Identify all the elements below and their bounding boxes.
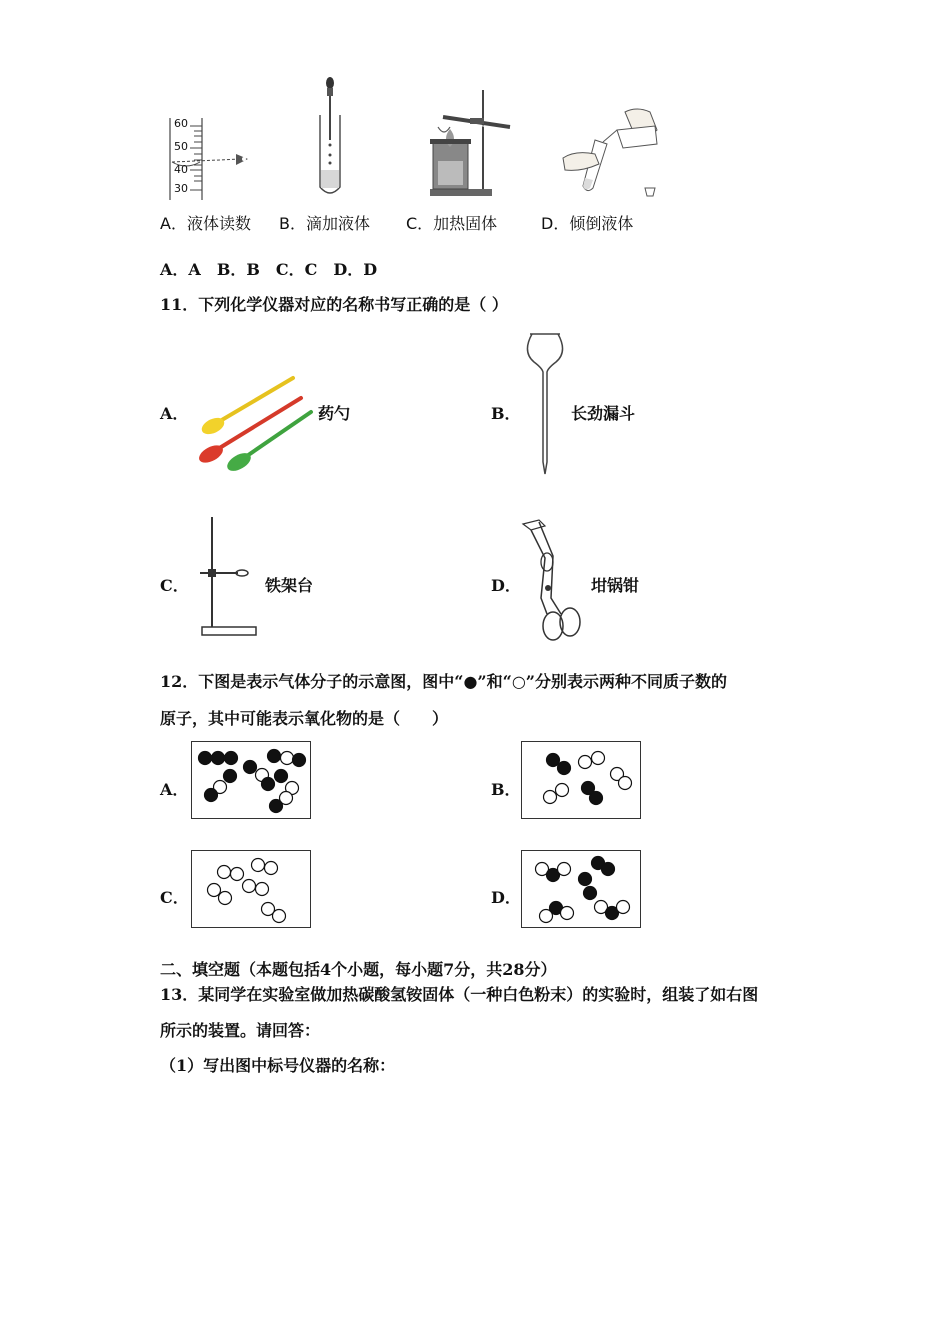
section-2-heading: 二、填空题（本题包括4个小题，每小题7分，共28分）: [160, 960, 557, 979]
q12-option-c-label: C．: [160, 888, 189, 907]
q10-caption-d: D．倾倒液体: [541, 214, 634, 233]
q12-option-a-label: A．: [160, 780, 189, 799]
heating-solid-apparatus-image: [428, 85, 518, 200]
cylinder-mark-50: 50: [174, 140, 188, 153]
molecule-box-a: [191, 741, 311, 819]
q11-option-c-name: 铁架台: [265, 576, 314, 595]
q10-caption-c: C．加热固体: [406, 214, 498, 233]
molecule-diagram-c: [192, 851, 310, 927]
molecule-diagram-d: [522, 851, 640, 927]
crucible-tongs-image: [515, 518, 590, 643]
q11-option-a-name: 药勺: [318, 404, 351, 423]
dropper-test-tube-image: [310, 75, 350, 205]
q12-stem-line-2: 原子，其中可能表示氧化物的是（ ）: [160, 709, 449, 728]
q11-option-b-name: 长劲漏斗: [571, 404, 636, 423]
molecule-diagram-b: [522, 742, 640, 818]
pouring-liquid-image: [555, 100, 670, 200]
molecule-box-d: [521, 850, 641, 928]
molecule-box-b: [521, 741, 641, 819]
q10-caption-b: B．滴加液体: [279, 214, 370, 233]
q11-option-b-label: B．: [491, 404, 521, 423]
q12-stem-line-1: 12．下图是表示气体分子的示意图，图中“●”和“○”分别表示两种不同质子数的: [160, 672, 728, 691]
q10-answer-options: A．A B．B C．C D．D: [160, 260, 378, 279]
molecule-diagram-a: [192, 742, 310, 818]
q11-option-d-label: D．: [491, 576, 521, 595]
iron-stand-image: [198, 515, 268, 640]
cylinder-mark-60: 60: [174, 117, 188, 130]
q11-option-a-label: A．: [160, 404, 189, 423]
q13-sub-question-1: （1）写出图中标号仪器的名称：: [160, 1056, 396, 1075]
long-neck-funnel-image: [520, 332, 570, 477]
q12-option-d-label: D．: [491, 888, 521, 907]
molecule-box-c: [191, 850, 311, 928]
q12-option-b-label: B．: [491, 780, 521, 799]
spoons-image: [195, 372, 315, 472]
cylinder-mark-30: 30: [174, 182, 188, 195]
q13-stem-line-2: 所示的装置。请回答：: [160, 1021, 321, 1040]
q11-stem: 11．下列化学仪器对应的名称书写正确的是（ ）: [160, 295, 508, 314]
q11-option-d-name: 坩锅钳: [591, 576, 640, 595]
q11-option-c-label: C．: [160, 576, 189, 595]
q10-caption-a: A．液体读数: [160, 214, 251, 233]
q13-stem-line-1: 13．某同学在实验室做加热碳酸氢铵固体（一种白色粉末）的实验时，组装了如右图: [160, 985, 759, 1004]
cylinder-mark-40: 40: [174, 163, 188, 176]
